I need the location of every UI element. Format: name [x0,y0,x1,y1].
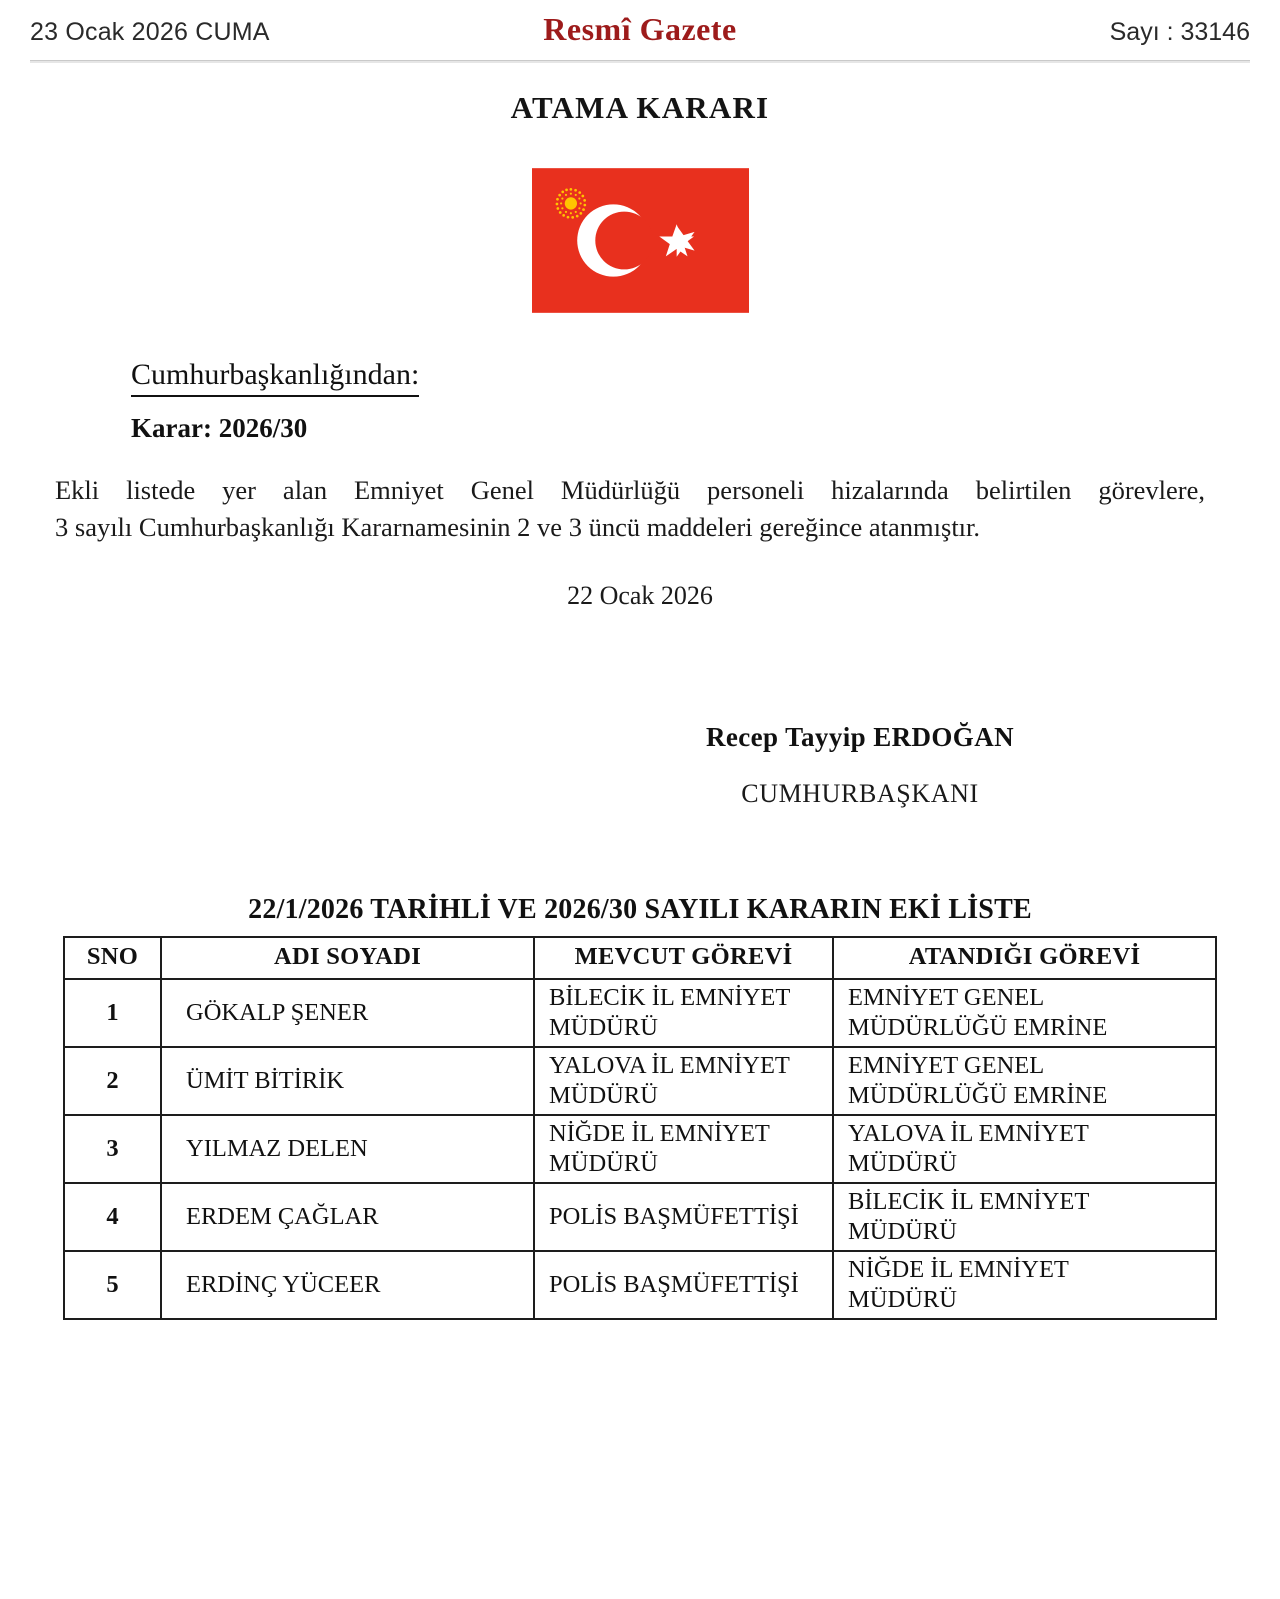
decision-body-line-1: Ekli listede yer alan Emniyet Genel Müdürlüğü personeli hizalarında belirtilen görevlere, [55,475,1205,505]
table-header-row [64,937,1216,979]
decision-body-text [55,472,1205,545]
cell-assigned-duty: EMNİYET GENEL MÜDÜRLÜĞÜ EMRİNE [833,979,1216,1047]
table-row [64,1115,1216,1183]
cell-name: ÜMİT BİTİRİK [161,1047,534,1115]
column-header-name: ADI SOYADI [161,937,534,979]
page-masthead [0,0,1280,62]
cell-name: ERDEM ÇAĞLAR [161,1183,534,1251]
column-header-assigned-duty: ATANDIĞI GÖREVİ [833,937,1216,979]
cell-sno: 5 [64,1251,161,1319]
signatory-name: Recep Tayyip ERDOĞAN [705,722,1015,752]
table-row [64,1251,1216,1319]
cell-sno: 2 [64,1047,161,1115]
cell-assigned-duty: EMNİYET GENEL MÜDÜRLÜĞÜ EMRİNE [833,1047,1216,1115]
table-row [64,979,1216,1047]
cell-sno: 4 [64,1183,161,1251]
signatory-role: CUMHURBAŞKANI [741,779,979,808]
masthead-brand-title: Resmî Gazete [543,11,737,47]
cell-assigned-duty: NİĞDE İL EMNİYET MÜDÜRÜ [833,1251,1216,1319]
decision-body-line-2: 3 sayılı Cumhurbaşkanlığı Kararnamesinin 2 ve 3 üncü maddeleri gereğince atanmıştır. [55,511,981,542]
cell-sno: 1 [64,979,161,1047]
masthead-issue-number: Sayı : 33146 [1109,18,1250,46]
cell-current-duty: POLİS BAŞMÜFETTİŞİ [534,1251,833,1319]
masthead-date: 23 Ocak 2026 CUMA [30,18,270,46]
table-row [64,1047,1216,1115]
decision-date: 22 Ocak 2026 [567,581,713,610]
turkish-flag-image [0,168,1280,313]
masthead-divider [30,60,1250,63]
cell-current-duty: BİLECİK İL EMNİYET MÜDÜRÜ [534,979,833,1047]
issuing-authority: Cumhurbaşkanlığından: [131,358,419,397]
cell-assigned-duty: BİLECİK İL EMNİYET MÜDÜRÜ [833,1183,1216,1251]
table-row [64,1183,1216,1251]
column-header-sno: SNO [64,937,161,979]
cell-sno: 3 [64,1115,161,1183]
cell-name: YILMAZ DELEN [161,1115,534,1183]
page-title: ATAMA KARARI [510,90,770,125]
decision-number: Karar: 2026/30 [131,413,308,443]
cell-current-duty: NİĞDE İL EMNİYET MÜDÜRÜ [534,1115,833,1183]
signature-block [600,722,1120,809]
annex-list-title: 22/1/2026 TARİHLİ VE 2026/30 SAYILI KARARIN EKİ LİSTE [248,894,1032,925]
cell-assigned-duty: YALOVA İL EMNİYET MÜDÜRÜ [833,1115,1216,1183]
annex-appointments-table [63,936,1217,1320]
cell-current-duty: YALOVA İL EMNİYET MÜDÜRÜ [534,1047,833,1115]
cell-name: ERDİNÇ YÜCEER [161,1251,534,1319]
flag-icon [532,168,749,313]
cell-current-duty: POLİS BAŞMÜFETTİŞİ [534,1183,833,1251]
cell-name: GÖKALP ŞENER [161,979,534,1047]
column-header-current-duty: MEVCUT GÖREVİ [534,937,833,979]
